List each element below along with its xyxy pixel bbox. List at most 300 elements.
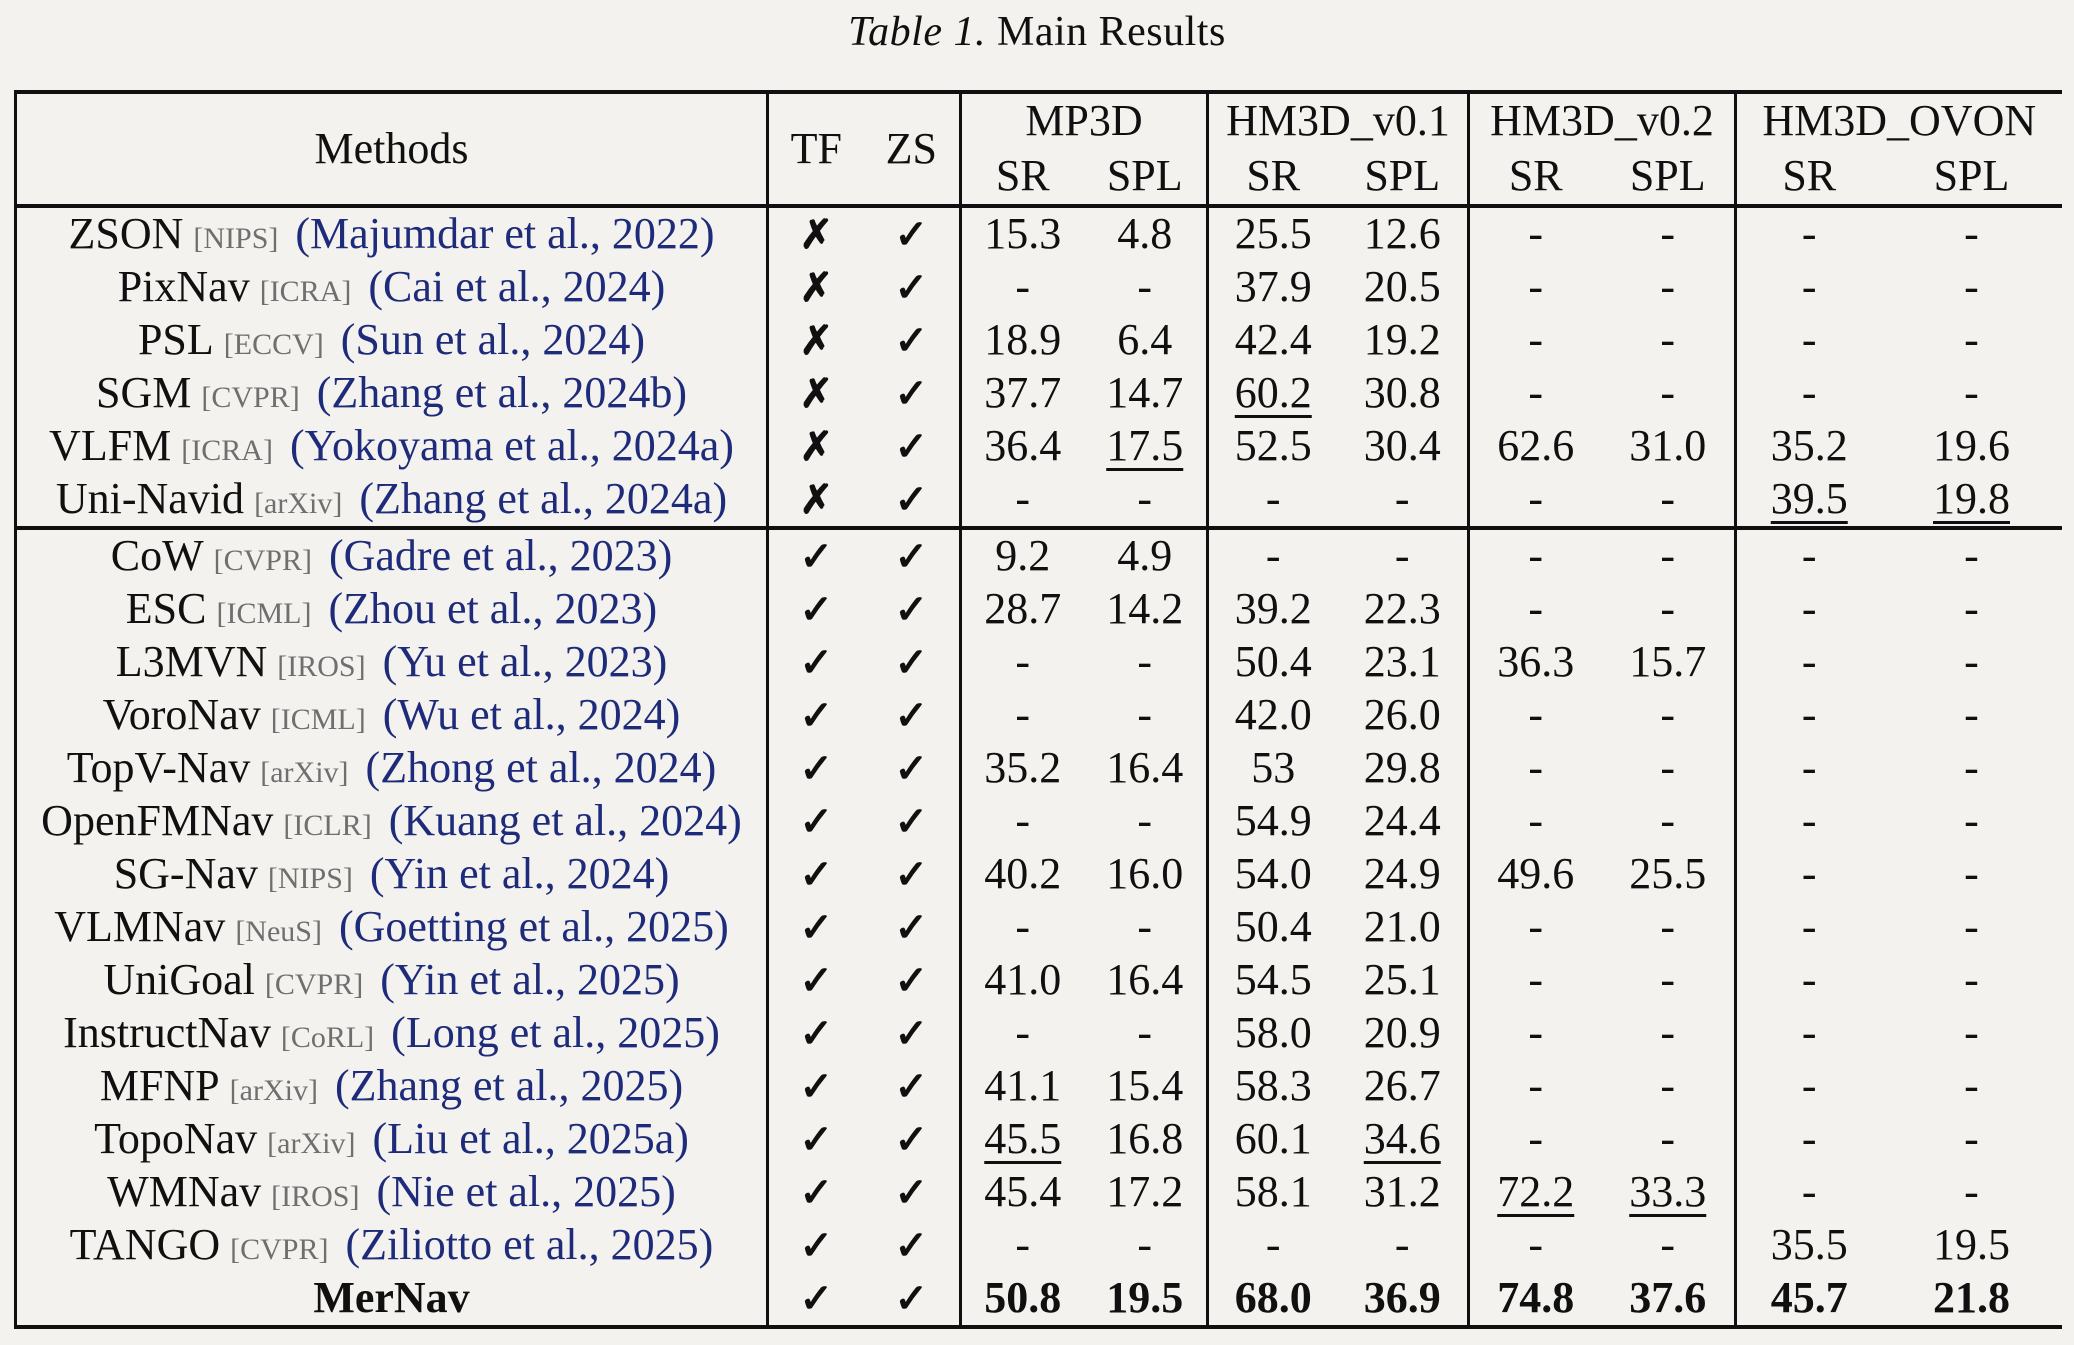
metric-value: - [1015,690,1031,740]
metric-value: 25.1 [1363,955,1441,1005]
value-cell [1469,848,1602,901]
tf-cell [768,1272,864,1327]
check-icon: ✓ [894,1170,928,1216]
value-cell [1469,420,1602,473]
value-cell [1208,795,1338,848]
value-cell [1736,1007,1882,1060]
value-cell [1602,1060,1736,1113]
table-row [16,1007,2062,1060]
metric-value: 39.2 [1234,584,1312,634]
value-cell [961,206,1084,261]
metric-value: - [1137,637,1153,687]
method-name: SG-Nav [113,849,258,899]
value-cell [1338,528,1469,583]
check-icon: ✓ [799,1170,833,1216]
check-icon: ✓ [894,212,928,258]
metric-value: - [1528,1114,1544,1164]
venue-tag: [arXiv] [267,1127,356,1161]
value-cell [1602,795,1736,848]
value-cell [1084,528,1208,583]
value-cell [1208,1272,1338,1327]
metric-value: 40.2 [984,849,1062,899]
metric-value: 35.2 [984,743,1062,793]
value-cell [1469,314,1602,367]
metric-value: 24.4 [1363,796,1441,846]
citation-link[interactable]: (Wu et al., 2024) [382,690,681,740]
tf-cell [768,314,864,367]
value-cell [1338,1060,1469,1113]
metric-value: 19.5 [1933,1220,2010,1270]
value-cell [1882,795,2062,848]
citation-link[interactable]: (Majumdar et al., 2022) [295,209,715,259]
method-cell [16,473,768,528]
value-cell [1882,583,2062,636]
metric-value: 50.8 [984,1273,1062,1323]
metric-value: - [1660,1061,1676,1111]
metric-value: - [1528,315,1544,365]
value-cell [1469,1113,1602,1166]
value-cell [1602,1007,1736,1060]
method-cell [16,1272,768,1327]
zs-cell [864,742,961,795]
method-name: VLMNav [54,902,226,952]
metric-value: - [1660,796,1676,846]
metric-value: - [1015,262,1031,312]
zs-cell [864,901,961,954]
value-cell [1338,1166,1469,1219]
check-icon: ✓ [894,424,928,470]
metric-value: - [1394,1220,1410,1270]
citation-link[interactable]: (Zhang et al., 2025) [334,1061,684,1111]
metric-value: 21.8 [1933,1273,2010,1323]
metric-value: 41.0 [984,955,1062,1005]
value-cell [1469,954,1602,1007]
cross-icon: ✗ [799,477,833,523]
metric-value: - [1528,743,1544,793]
method-cell [16,583,768,636]
metric-value: 16.4 [1106,955,1184,1005]
metric-value: - [1801,690,1817,740]
metric-value: 42.0 [1234,690,1312,740]
value-cell [1084,420,1208,473]
table-row [16,261,2062,314]
venue-tag: [IROS] [271,1180,360,1214]
metric-value: - [1660,262,1676,312]
col-header-hm3d-ovon: HM3D_OVON [1762,96,2037,146]
citation-link[interactable]: (Zhang et al., 2024b) [316,368,687,418]
value-cell [1882,420,2062,473]
value-cell [1736,367,1882,420]
cross-icon: ✗ [799,371,833,417]
value-cell [1736,954,1882,1007]
metric-value: - [1660,531,1676,581]
value-cell [1882,954,2062,1007]
metric-value: 52.5 [1234,421,1312,471]
metric-value: 31.2 [1363,1167,1441,1217]
check-icon: ✓ [799,1223,833,1269]
value-cell [1736,528,1882,583]
zs-cell [864,473,961,528]
metric-value: - [1137,796,1153,846]
value-cell [1208,848,1338,901]
metric-value: - [1015,902,1031,952]
value-cell [1882,742,2062,795]
method-cell [16,528,768,583]
metric-value: - [1015,1008,1031,1058]
check-icon: ✓ [799,1011,833,1057]
metric-value: - [1660,1220,1676,1270]
citation-link[interactable]: (Kuang et al., 2024) [388,796,742,846]
metric-value: 36.9 [1363,1273,1441,1323]
metric-value: - [1801,315,1817,365]
metric-value: 36.3 [1497,637,1575,687]
method-name: MFNP [99,1061,220,1111]
value-cell [1602,367,1736,420]
metric-value: 14.7 [1106,368,1184,418]
metric-value: - [1015,796,1031,846]
value-cell [1338,742,1469,795]
check-icon: ✓ [799,693,833,739]
value-cell [1208,583,1338,636]
zs-cell [864,795,961,848]
metric-value: - [1801,368,1817,418]
value-cell [1602,954,1736,1007]
metric-value: 37.9 [1234,262,1312,312]
value-cell [1208,420,1338,473]
venue-tag: [arXiv] [254,487,343,521]
value-cell [1736,420,1882,473]
value-cell [1338,420,1469,473]
metric-value: 19.2 [1363,315,1441,365]
method-cell [16,1007,768,1060]
metric-value: - [1964,1061,1979,1111]
table-row [16,420,2062,473]
value-cell [1882,528,2062,583]
value-cell [1736,742,1882,795]
metric-value: - [1801,796,1817,846]
metric-value: - [1528,1220,1544,1270]
metric-value: - [1528,690,1544,740]
value-cell [1736,636,1882,689]
value-cell [1084,314,1208,367]
metric-value: 15.3 [984,209,1062,259]
table-row [16,1060,2062,1113]
metric-value: - [1964,637,1979,687]
metric-value: - [1964,262,1979,312]
value-cell [1602,206,1736,261]
value-cell [1084,1272,1208,1327]
citation-link[interactable]: (Sun et al., 2024) [340,315,646,365]
caption-text: Main Results [985,9,1226,55]
value-cell [1469,528,1602,583]
value-cell [1736,901,1882,954]
col-header-hm3d-ovon-spl: SPL [1882,149,2062,206]
check-icon: ✓ [894,958,928,1004]
check-icon: ✓ [799,1276,833,1322]
metric-value: - [1137,902,1153,952]
value-cell [1882,1272,2062,1327]
value-cell [1084,901,1208,954]
check-icon: ✓ [894,1117,928,1163]
value-cell [1602,1219,1736,1272]
citation-link[interactable]: (Zhong et al., 2024) [365,743,717,793]
metric-value: - [1801,743,1817,793]
method-name: InstructNav [63,1008,271,1058]
metric-value: 35.5 [1770,1220,1848,1270]
citation-link[interactable]: (Ziliotto et al., 2025) [345,1220,714,1270]
check-icon: ✓ [894,799,928,845]
venue-tag: [NIPS] [267,862,353,896]
col-header-methods: Methods [16,92,768,206]
zs-cell [864,1007,961,1060]
value-cell [1469,1007,1602,1060]
metric-value: 15.4 [1106,1061,1184,1111]
citation-link[interactable]: (Zhang et al., 2024a) [359,474,728,524]
col-header-hm3d-v01-sr: SR [1208,149,1338,206]
metric-value: 33.3 [1629,1167,1707,1217]
tf-cell [768,636,864,689]
metric-value: - [1528,474,1544,524]
value-cell [1084,954,1208,1007]
metric-value: - [1964,1008,1979,1058]
citation-link[interactable]: (Yokoyama et al., 2024a) [289,421,734,471]
method-name: WMNav [107,1167,262,1217]
value-cell [1882,1219,2062,1272]
metric-value: 31.0 [1629,421,1707,471]
venue-tag: [IROS] [277,650,366,684]
metric-value: 18.9 [984,315,1062,365]
method-cell [16,261,768,314]
zs-cell [864,206,961,261]
metric-value: - [1660,955,1676,1005]
check-icon: ✓ [894,905,928,951]
cross-icon: ✗ [799,318,833,364]
method-name: OpenFMNav [41,796,274,846]
value-cell [961,1272,1084,1327]
metric-value: 4.9 [1117,531,1173,581]
tf-cell [768,1007,864,1060]
check-icon: ✓ [799,534,833,580]
value-cell [1208,689,1338,742]
check-icon: ✓ [894,534,928,580]
citation-link[interactable]: (Cai et al., 2024) [368,262,666,312]
value-cell [1469,1166,1602,1219]
tf-cell [768,795,864,848]
value-cell [1338,689,1469,742]
metric-value: 41.1 [984,1061,1062,1111]
tf-cell [768,954,864,1007]
value-cell [1338,848,1469,901]
value-cell [1602,636,1736,689]
zs-cell [864,420,961,473]
value-cell [1602,901,1736,954]
metric-value: 4.8 [1117,209,1173,259]
citation-link[interactable]: (Long et al., 2025) [391,1008,720,1058]
tf-cell [768,206,864,261]
method-name: L3MVN [115,637,268,687]
tf-cell [768,1219,864,1272]
zs-cell [864,1060,961,1113]
value-cell [1882,261,2062,314]
value-cell [1208,528,1338,583]
value-cell [1469,206,1602,261]
metric-value: - [1660,315,1676,365]
value-cell [1736,1166,1882,1219]
metric-value: 25.5 [1234,209,1312,259]
metric-value: 37.7 [984,368,1062,418]
value-cell [1084,742,1208,795]
method-cell [16,954,768,1007]
check-icon: ✓ [799,746,833,792]
citation-link[interactable]: (Yin et al., 2025) [380,955,680,1005]
value-cell [1338,636,1469,689]
tf-cell [768,1060,864,1113]
value-cell [1084,583,1208,636]
zs-cell [864,1166,961,1219]
value-cell [1602,848,1736,901]
metric-value: 30.4 [1363,421,1441,471]
method-name: TANGO [69,1220,221,1270]
zs-cell [864,954,961,1007]
value-cell [1736,206,1882,261]
metric-value: - [1660,902,1676,952]
tf-cell [768,420,864,473]
metric-value: - [1528,531,1544,581]
metric-value: - [1015,637,1031,687]
method-cell [16,1060,768,1113]
method-name: MerNav [313,1273,470,1323]
venue-tag: [CVPR] [264,968,364,1002]
value-cell [1602,314,1736,367]
method-name: ZSON [68,209,184,259]
metric-value: 62.6 [1497,421,1575,471]
value-cell [961,314,1084,367]
venue-tag: [ICLR] [283,809,372,843]
metric-value: - [1528,368,1544,418]
table-row [16,954,2062,1007]
check-icon: ✓ [894,1223,928,1269]
citation-link[interactable]: (Yu et al., 2023) [382,637,668,687]
tf-cell [768,473,864,528]
table-row [16,528,2062,583]
tf-cell [768,583,864,636]
metric-value: - [1964,849,1979,899]
metric-value: 21.0 [1363,902,1441,952]
method-cell [16,901,768,954]
value-cell [1736,795,1882,848]
metric-value: - [1528,902,1544,952]
metric-value: - [1801,584,1817,634]
cross-icon: ✗ [799,265,833,311]
value-cell [961,528,1084,583]
value-cell [1469,583,1602,636]
value-cell [961,689,1084,742]
value-cell [1736,1272,1882,1327]
check-icon: ✓ [799,640,833,686]
metric-value: 30.8 [1363,368,1441,418]
zs-cell [864,1272,961,1327]
metric-value: 45.7 [1770,1273,1848,1323]
citation-link[interactable]: (Liu et al., 2025a) [372,1114,689,1164]
zs-cell [864,1219,961,1272]
metric-value: 42.4 [1234,315,1312,365]
value-cell [1338,473,1469,528]
value-cell [1602,261,1736,314]
value-cell [1469,795,1602,848]
table-body [16,206,2062,1327]
col-header-mp3d-sr: SR [961,149,1084,206]
metric-value: 54.9 [1234,796,1312,846]
metric-value: - [1801,209,1817,259]
citation-link[interactable]: (Zhou et al., 2023) [328,584,658,634]
value-cell [1602,528,1736,583]
value-cell [1882,473,2062,528]
value-cell [961,795,1084,848]
value-cell [1469,689,1602,742]
metric-value: - [1137,474,1153,524]
metric-value: - [1528,1061,1544,1111]
check-icon: ✓ [894,318,928,364]
value-cell [1882,901,2062,954]
table-header [16,92,2062,206]
metric-value: 17.2 [1106,1167,1184,1217]
metric-value: - [1528,955,1544,1005]
citation-link[interactable]: (Nie et al., 2025) [376,1167,676,1217]
value-cell [961,261,1084,314]
metric-value: - [1660,368,1676,418]
value-cell [1338,795,1469,848]
value-cell [1882,689,2062,742]
method-cell [16,636,768,689]
method-cell [16,795,768,848]
value-cell [1602,1113,1736,1166]
value-cell [1084,261,1208,314]
value-cell [1084,206,1208,261]
metric-value: - [1660,474,1676,524]
col-header-mp3d: MP3D [961,92,1208,149]
metric-value: 35.2 [1770,421,1848,471]
metric-value: - [1528,262,1544,312]
metric-value: 53 [1251,743,1296,793]
check-icon: ✓ [799,1064,833,1110]
check-icon: ✓ [894,1011,928,1057]
tf-cell [768,848,864,901]
value-cell [1882,636,2062,689]
metric-value: 60.1 [1234,1114,1312,1164]
venue-tag: [ICML] [270,703,366,737]
citation-link[interactable]: (Goetting et al., 2025) [338,902,729,952]
value-cell [961,848,1084,901]
metric-value: - [1265,474,1281,524]
metric-value: - [1801,1167,1817,1217]
metric-value: - [1394,531,1410,581]
value-cell [961,742,1084,795]
citation-link[interactable]: (Yin et al., 2024) [369,849,670,899]
venue-tag: [CVPR] [201,381,300,415]
value-cell [1602,583,1736,636]
value-cell [961,901,1084,954]
value-cell [1602,473,1736,528]
value-cell [1338,1007,1469,1060]
value-cell [1208,1113,1338,1166]
value-cell [1882,206,2062,261]
metric-value: - [1265,1220,1281,1270]
citation-link[interactable]: (Gadre et al., 2023) [328,531,673,581]
value-cell [1208,1166,1338,1219]
metric-value: - [1964,209,1979,259]
value-cell [1208,1219,1338,1272]
value-cell [1602,742,1736,795]
